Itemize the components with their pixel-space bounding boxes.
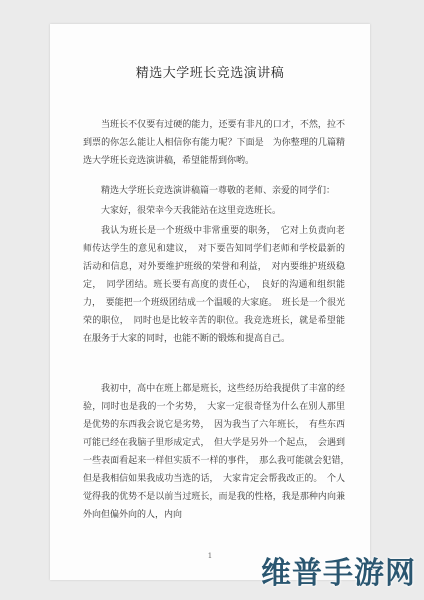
paragraph-experience: 我初中，高中在班上都是班长，这些经历给我提供了丰富的经验，同时也是我的一个劣势， 大家一定很奇怪为什么在别人那里是优势的东西我会说它是劣势， 因为我当了六年班长， 有些东西可能已经在我脑子里形成定式， 但大学是另外一个起点， 会遇到一些表面看起来一样但实质不一样的事件， 那么我可能就会犯错， 但是我相信如果我成功当选的话， 大家肯定会帮我改正的。 个人觉得我的优势不是以前当过班长，而是我的性格，我是那种内向兼外向但偏外向的人，内向: [83, 384, 355, 520]
paragraph-role: 我认为班长是一个班级中非常重要的职务， 它对上负责向老师传达学生的意见和建议， 对下要告知同学们老师和学校最新的活动和信息，对外要维护班级的荣誉和利益， 对内要维护班级稳定， 同学团结。班长要有高度的责任心， 良好的沟通和组织能力， 要能把一个班级团结成一个温暖的大家庭。 班长是一个很光荣的职位， 同时也是比较辛苦的职位。我竞选班长，就是希望能在服务于大家的同时，也能不断的锻炼和提高自己。: [83, 226, 345, 344]
site-watermark: 维普手游网: [261, 556, 416, 591]
page-number: 1: [207, 552, 213, 560]
paragraph-speech-heading: 精选大学班长竞选演讲稿篇一尊敬的老师、亲爱的同学们：: [101, 186, 336, 196]
paragraph-intro: 当班长不仅要有过硬的能力，还要有非凡的口才，不然，拉不到票的你怎么能让人相信你有能力呢？下面是 为你整理的几篇精选大学班长竞选演讲稿，希望能帮到你哟。: [83, 120, 345, 166]
document-title: 精选大学班长竞选演讲稿: [135, 66, 285, 81]
document-page: [50, 24, 370, 580]
paragraph-greeting: 大家好，很荣幸今天我能站在这里竞选班长。: [101, 206, 282, 216]
